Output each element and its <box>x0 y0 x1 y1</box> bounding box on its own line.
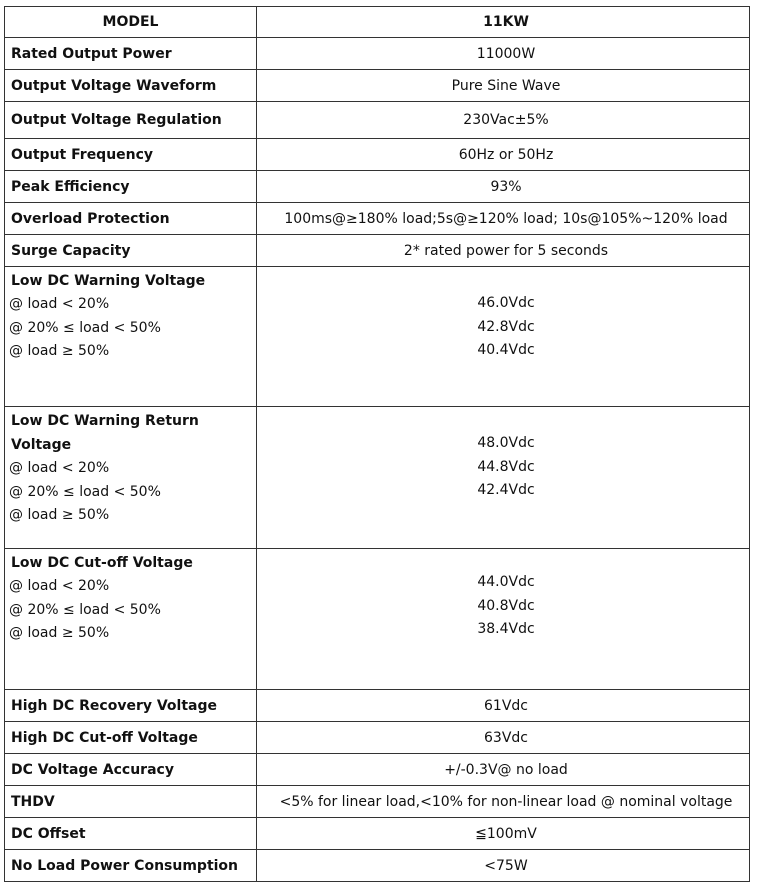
group-condition: @ 20% ≤ load < 50% <box>9 483 161 500</box>
row-label: Output Voltage Waveform <box>5 70 257 102</box>
table-row <box>5 139 750 171</box>
table-row <box>5 818 750 850</box>
row-label: Output Voltage Regulation <box>5 102 257 139</box>
row-label: Output Frequency <box>5 139 257 171</box>
group-condition: @ load ≥ 50% <box>9 343 110 359</box>
group-label-cell <box>5 549 257 690</box>
group-value: 40.8Vdc <box>477 597 535 614</box>
row-label: Surge Capacity <box>5 235 257 267</box>
group-title: Low DC Warning Voltage <box>11 273 206 289</box>
group-title: Low DC Cut-off Voltage <box>11 555 193 571</box>
group-condition: @ 20% ≤ load < 50% <box>9 319 161 336</box>
group-value: 44.8Vdc <box>477 458 535 475</box>
row-value: ≦100mV <box>257 818 750 850</box>
row-label: Overload Protection <box>5 203 257 235</box>
row-value: 93% <box>257 171 750 203</box>
row-value: 230Vac±5% <box>257 102 750 139</box>
group-value-cell <box>257 549 750 690</box>
group-label-cell <box>5 407 257 549</box>
spec-table <box>4 6 750 882</box>
group-row <box>5 267 750 407</box>
row-label: Rated Output Power <box>5 38 257 70</box>
row-label: Peak Efficiency <box>5 171 257 203</box>
row-label: DC Offset <box>5 818 257 850</box>
group-condition: @ load ≥ 50% <box>9 507 110 523</box>
row-value: 60Hz or 50Hz <box>257 139 750 171</box>
group-value: 46.0Vdc <box>477 295 535 311</box>
row-value: 61Vdc <box>257 690 750 722</box>
row-label: High DC Recovery Voltage <box>5 690 257 722</box>
row-label: DC Voltage Accuracy <box>5 754 257 786</box>
group-row <box>5 549 750 690</box>
row-value: 63Vdc <box>257 722 750 754</box>
group-label-cell <box>5 267 257 407</box>
group-value: 40.4Vdc <box>477 342 535 358</box>
header-row <box>5 7 750 38</box>
row-label: No Load Power Consumption <box>5 850 257 882</box>
group-row <box>5 407 750 549</box>
group-value: 42.4Vdc <box>477 482 535 498</box>
group-condition: @ load < 20% <box>9 460 110 476</box>
row-value: 2* rated power for 5 seconds <box>257 235 750 267</box>
group-value-cell <box>257 267 750 407</box>
row-value: Pure Sine Wave <box>257 70 750 102</box>
header-value: 11KW <box>257 7 750 38</box>
group-title: Low DC Warning Return Voltage <box>11 413 199 453</box>
row-label: High DC Cut-off Voltage <box>5 722 257 754</box>
table-row <box>5 754 750 786</box>
row-value: 100ms@≥180% load;5s@≥120% load; 10s@105%~120% load <box>257 203 750 235</box>
group-value: 38.4Vdc <box>477 621 535 637</box>
table-row <box>5 38 750 70</box>
group-value: 44.0Vdc <box>477 574 535 590</box>
table-row <box>5 690 750 722</box>
table-row <box>5 70 750 102</box>
table-row <box>5 203 750 235</box>
table-row <box>5 235 750 267</box>
row-value: <75W <box>257 850 750 882</box>
row-label: THDV <box>5 786 257 818</box>
group-value: 48.0Vdc <box>477 435 535 451</box>
table-row <box>5 722 750 754</box>
row-value: 11000W <box>257 38 750 70</box>
header-label: MODEL <box>5 7 257 38</box>
row-value: <5% for linear load,<10% for non-linear load @ nominal voltage <box>257 786 750 818</box>
table-row <box>5 171 750 203</box>
group-condition: @ 20% ≤ load < 50% <box>9 601 161 618</box>
group-condition: @ load ≥ 50% <box>9 625 110 641</box>
table-row <box>5 102 750 139</box>
table-row <box>5 786 750 818</box>
group-condition: @ load < 20% <box>9 578 110 594</box>
group-value: 42.8Vdc <box>477 318 535 335</box>
row-value: +/-0.3V@ no load <box>257 754 750 786</box>
group-value-cell <box>257 407 750 549</box>
group-condition: @ load < 20% <box>9 296 110 312</box>
table-row <box>5 850 750 882</box>
